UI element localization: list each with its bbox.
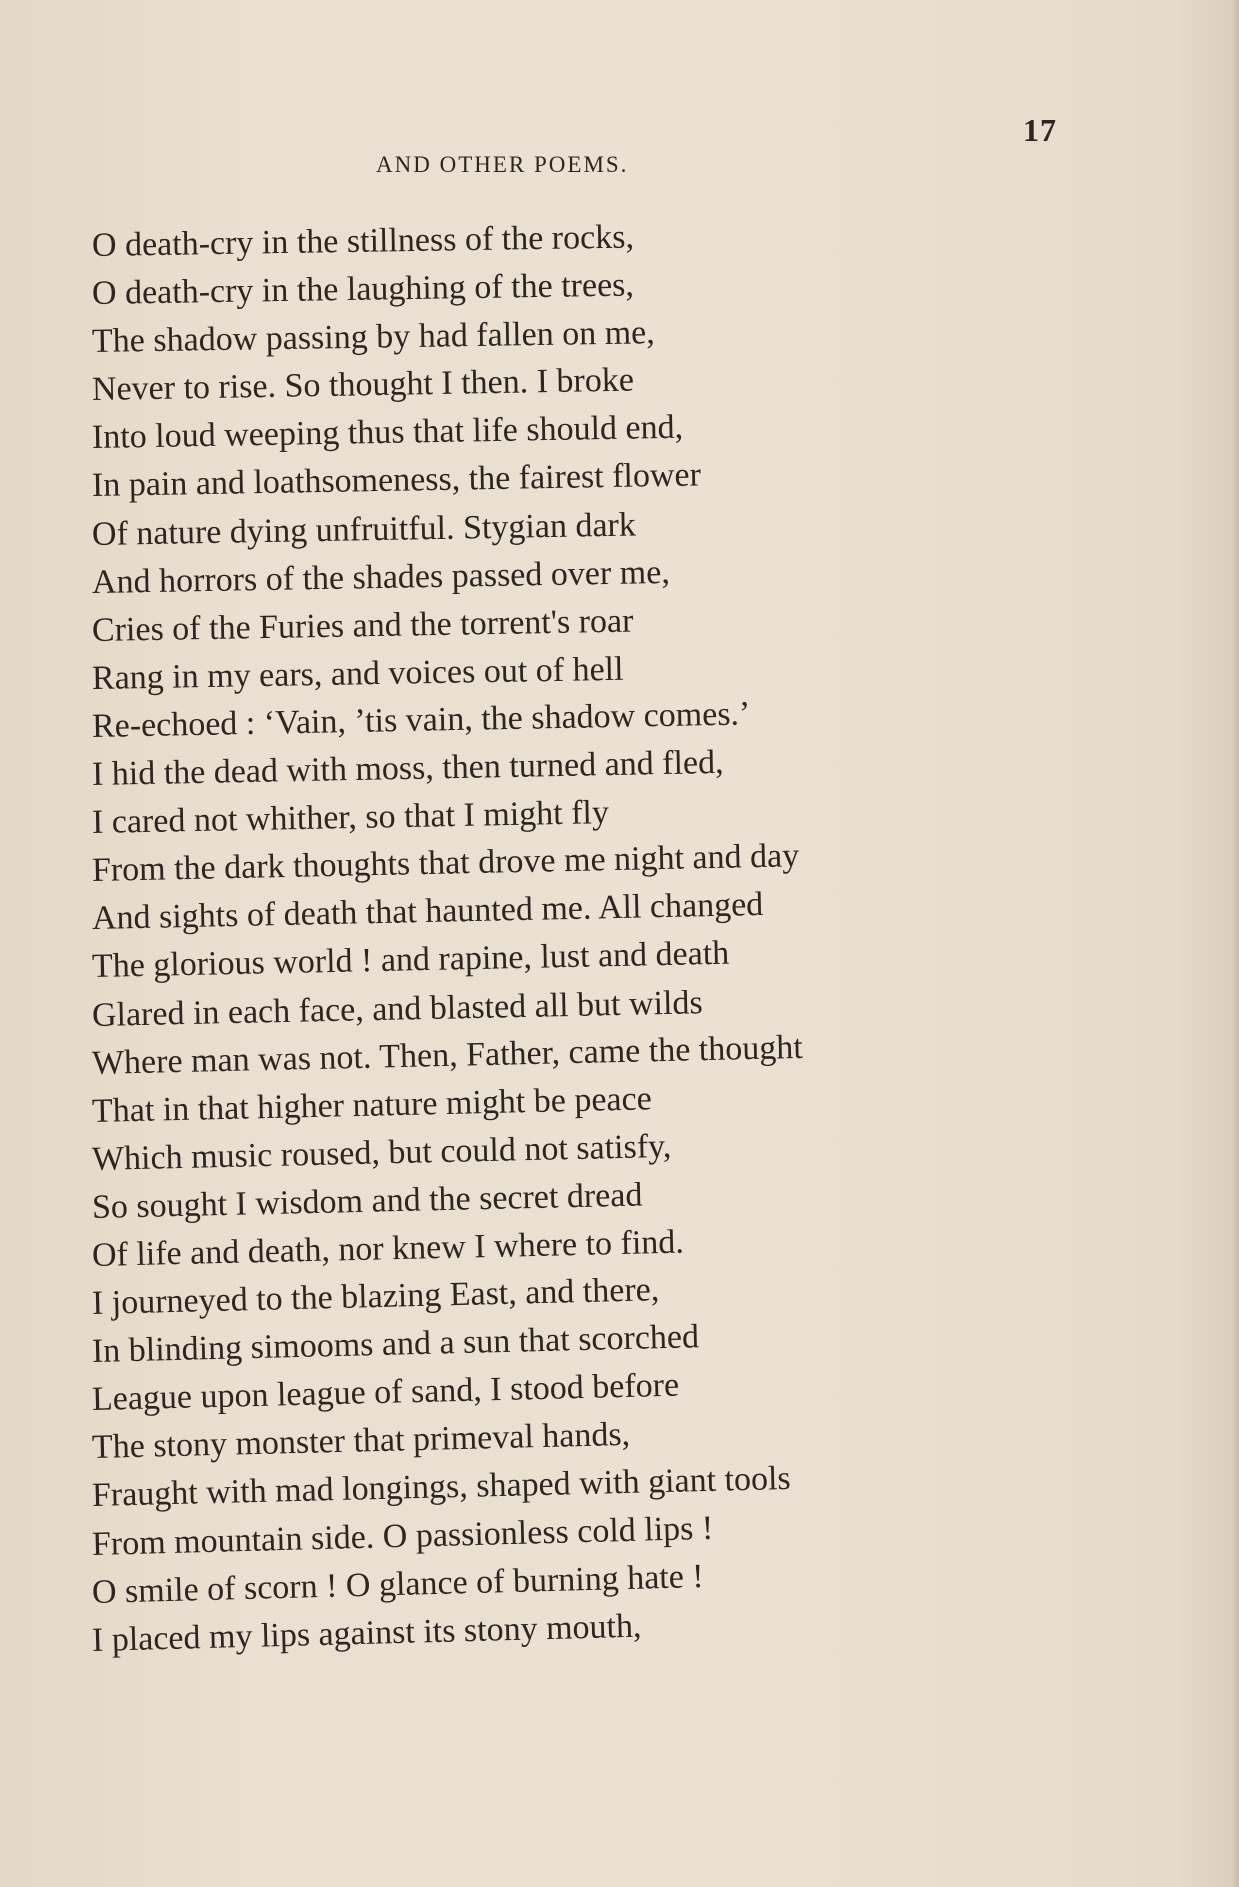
poem-line: I hid the dead with moss, then turned and fled,: [91, 743, 724, 794]
poem-line: In pain and loathsomeness, the fairest flower: [91, 456, 702, 505]
poem-line: Fraught with mad longings, shaped with giant tools: [91, 1460, 792, 1515]
poem-line: Rang in my ears, and voices out of hell: [91, 650, 624, 697]
poem-line: From mountain side. O passionless cold lips !: [91, 1509, 714, 1563]
poem-line: O smile of scorn ! O glance of burning hate !: [91, 1557, 705, 1611]
poem-line: So sought I wisdom and the secret dread: [91, 1176, 643, 1226]
poem-line: Which music roused, but could not satisfy,: [91, 1127, 672, 1178]
poem-line: Never to rise. So thought I then. I broke: [91, 361, 635, 409]
poem-line: The glorious world ! and rapine, lust and death: [91, 935, 730, 986]
page-number: 17: [1023, 112, 1057, 148]
running-title: AND OTHER POEMS.: [376, 152, 629, 177]
poem-line: And horrors of the shades passed over me,: [91, 553, 671, 601]
poem-line: And sights of death that haunted me. All changed: [91, 886, 764, 938]
poem-line: O death-cry in the stillness of the rocks,: [91, 218, 635, 264]
poem-line: Where man was not. Then, Father, came the thought: [91, 1028, 804, 1082]
poem-line: Of nature dying unfruitful. Stygian dark: [91, 506, 637, 553]
poem-line: O death-cry in the laughing of the trees,: [91, 266, 635, 313]
page-edge: [1233, 0, 1239, 1887]
poem-line: In blinding simooms and a sun that scorched: [91, 1318, 700, 1371]
poem-line: From the dark thoughts that drove me night and day: [91, 837, 800, 890]
poem-line: League upon league of sand, I stood before: [91, 1366, 680, 1419]
poem-line: I journeyed to the blazing East, and there,: [91, 1271, 660, 1323]
poem-line: I placed my lips against its stony mouth,: [91, 1607, 642, 1659]
poem-line: The shadow passing by had fallen on me,: [91, 314, 655, 361]
poem-line: I cared not whither, so that I might fly: [91, 794, 610, 842]
poem-text: [91, 218, 804, 1665]
poem-line: The stony monster that primeval hands,: [91, 1416, 631, 1467]
poem-line: That in that higher nature might be peace: [91, 1079, 653, 1130]
poem-line: Cries of the Furies and the torrent's roar: [91, 602, 634, 649]
poem-line: Into loud weeping thus that life should end,: [91, 409, 684, 457]
poem-line: Re-echoed : ‘Vain, ’tis vain, the shadow comes.’: [91, 695, 751, 745]
poem-line: Glared in each face, and blasted all but wilds: [91, 983, 704, 1034]
poem-line: Of life and death, nor knew I where to find.: [91, 1223, 685, 1274]
